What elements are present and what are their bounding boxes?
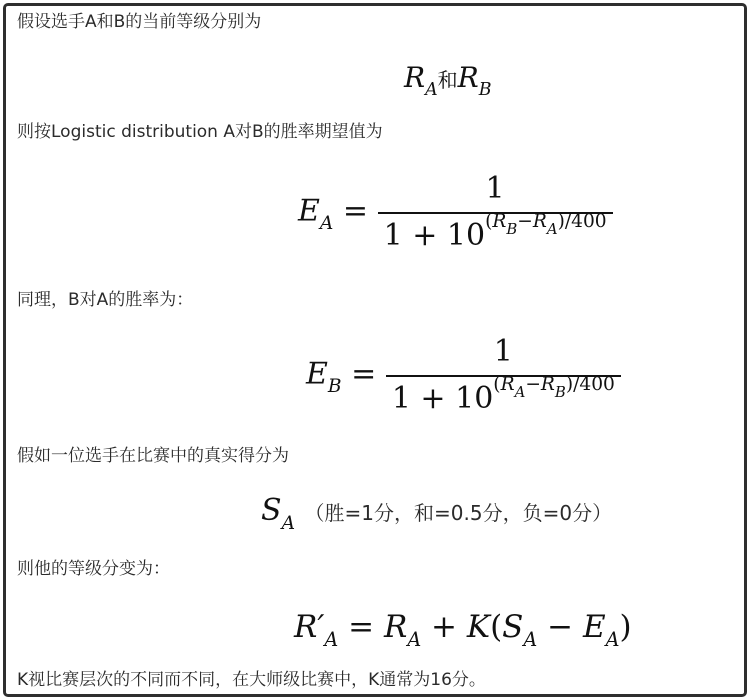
document-frame — [3, 3, 747, 697]
formula-score: $S_A$ （胜=1分，和=0.5分，负=0分） — [261, 493, 613, 534]
fraction-expected-b: $\frac{1}{1 + 10^{(R_A-R_B)/400}}$ — [386, 334, 621, 417]
text-line-5: 则他的等级分变为： — [17, 559, 170, 579]
text-line-1: 假设选手A和B的当前等级分别为 — [17, 12, 262, 32]
text-line-3: 同理，B对A的胜率为： — [17, 290, 194, 310]
formula-ratings: $R_A$和$R_B$ — [404, 61, 492, 101]
fraction-expected-a: $\frac{1}{1 + 10^{(R_B-R_A)/400}}$ — [378, 171, 613, 254]
text-line-2: 则按Logistic distribution A对B的胜率期望值为 — [17, 122, 383, 142]
formula-expected-a: $E_A$ = $\frac{1}{1 + 10^{(R_B-R_A)/400}}$ — [298, 171, 613, 254]
text-line-6: K视比赛层次的不同而不同，在大师级比赛中，K通常为16分。 — [17, 670, 486, 690]
text-line-4: 假如一位选手在比赛中的真实得分为 — [17, 446, 289, 466]
formula-expected-b: $E_B$ = $\frac{1}{1 + 10^{(R_A-R_B)/400}}$ — [306, 334, 621, 417]
formula-update: $R'_A = R_A + K(S_A - E_A)$ — [294, 609, 632, 652]
